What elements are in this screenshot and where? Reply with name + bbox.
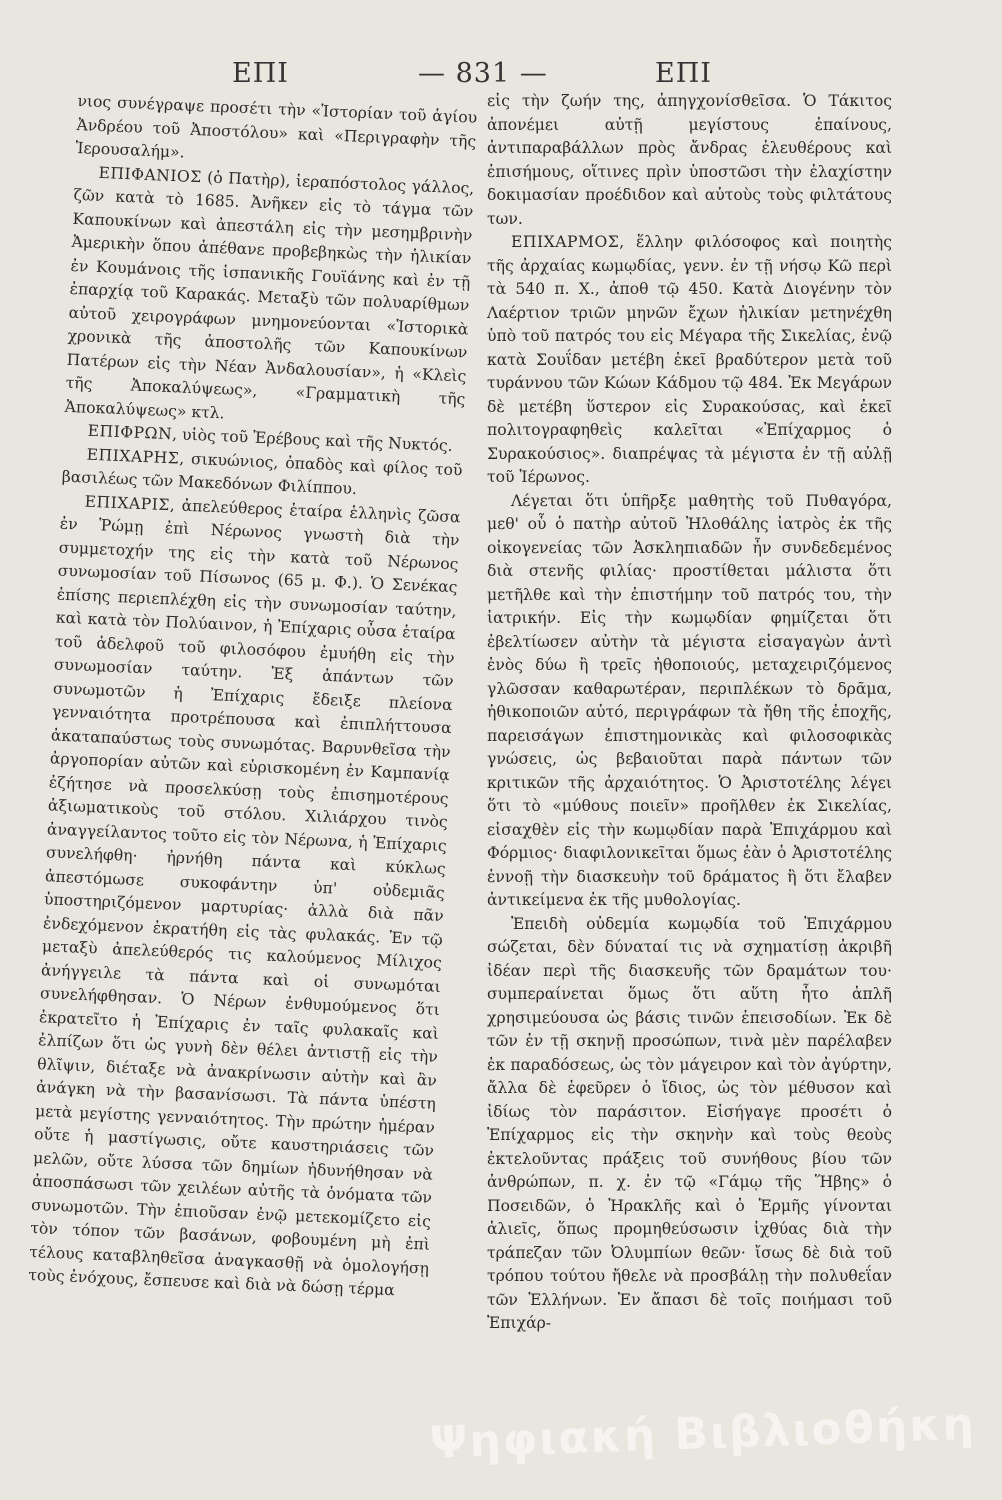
entry-headword: ΕΠΙΧΑΡΙΣ — [84, 492, 171, 514]
entry-text: , σικυώνιος, ὀπαδὸς καὶ φίλος τοῦ βασιλέως τῶν Μακεδόνων Φιλίππου. — [61, 449, 463, 499]
entry-text: , ἕλλην φιλόσοφος καὶ ποιητὴς τῆς ἀρχαίας κωμῳδίας, γενν. ἐν τῇ νήσῳ Κῶ περὶ τὰ 540 π. Χ., ἀποθ τῷ 450. Κατὰ Διογένην τὸν Λαέρτιον τριῶν μηνῶν ἔχων ἡλικίαν μετηνέχθη ὑπὸ τοῦ πατρός του εἰς Μέγαρα τῆς Σικελίας, ἐνῷ κατὰ Σουΐδαν μετέβη ἐκεῖ βραδύτερον μετὰ τοῦ τυράννου τῶν Κώων Κάδμου τῷ 484. Ἐκ Μεγάρων δὲ μετέβη ὕστερον εἰς Συρακούσας, καὶ ἐκεῖ πολιτογραφηθεὶς καλεῖται «Ἐπίχαρμος ὁ Συρακούσιος». διαπρέψας τὰ μέγιστα ἐν τῇ αὐλῇ τοῦ Ἱέρωνος. — [487, 233, 892, 486]
entry-paragraph — [487, 90, 892, 231]
entry-text: νιος συνέγραψε προσέτι τὴν «Ἱστορίαν τοῦ ἁγίου Ἀνδρέου τοῦ Ἀποστόλου» καὶ «Περιγραφὴν τῆς Ἱερουσαλήμ». — [75, 91, 478, 162]
entry-paragraph — [487, 913, 892, 1336]
library-watermark: Ψηφιακή Βιβλιοθήκη — [429, 1398, 977, 1469]
page-number: — 831 — — [418, 58, 548, 89]
entry-text: , υἱὸς τοῦ Ἐρέβους καὶ τῆς Νυκτός. — [171, 425, 454, 455]
right-column — [487, 90, 892, 1336]
entry-paragraph — [487, 490, 892, 913]
entry-text: Λέγεται ὅτι ὑπῆρξε μαθητὴς τοῦ Πυθαγόρα, μεθ' οὗ ὁ πατὴρ αὐτοῦ Ἡλοθάλης ἰατρὸς ἐκ τῆς οἰκογενείας τῶν Ἀσκληπιαδῶν ἦν συνδεδεμένος διὰ στενῆς φιλίας· προστίθεται μάλιστα ὅτι μετῆλθε καὶ τὴν ἐπιστήμην τοῦ πατρός του, τὴν ἰατρικήν. Εἰς τὴν κωμῳδίαν φημίζεται ὅτι ἐβελτίωσεν αὐτὴν τὰ μέγιστα εἰσαγαγὼν ἀντὶ ἑνὸς δύω ἢ τρεῖς ἠθοποιούς, μεταχειριζόμενος γλῶσσαν καθαρωτέραν, περιπλέκων τὸ δρᾶμα, ἠθικοποιῶν αὐτό, περιγράφων τὰ ἤθη τῆς ἐποχῆς, παρεισάγων ἐπιστημονικὰς καὶ φιλοσοφικὰς γνώσεις, ὡς βεβαιοῦται παρὰ πάντων τῶν κριτικῶν τῆς ἀρχαιότητος. Ὁ Ἀριστοτέλης λέγει ὅτι τὸ «μύθους ποιεῖν» προῆλθεν ἐκ Σικελίας, εἰσαχθὲν εἰς τὴν κωμῳδίαν παρὰ Ἐπιχάρμου καὶ Φόρμιος· διαφιλονικεῖται ὅμως ἐὰν ὁ Ἀριστοτέλης ἐννοῇ τὴν διασκευὴν τοῦ δράματος ἢ ὅτι ἔλαβεν ἀντικείμενα ἐκ τῆς μυθολογίας. — [487, 491, 892, 909]
entry-paragraph — [487, 231, 892, 490]
entry-headword: ΕΠΙΦΑΝΙΟΣ — [98, 163, 203, 186]
entry-text: (ὁ Πατὴρ), ἱεραπόστολος γάλλος, ζῶν κατὰ τὸ 1685. Ἀνῆκεν εἰς τὸ τάγμα τῶν Καπουκίνων καὶ ἀπεστάλη εἰς τὴν μεσημβρινὴν Ἀμερικὴν ὅπου ἀπέθανε προβεβηκὼς τὴν ἡλικίαν ἐν Κουμάνοις τῆς ἱσπανικῆς Γουϊάνης καὶ ἐν τῇ ἐπαρχίᾳ τοῦ Καρακάς. Μεταξὺ τῶν πολυαρίθμων αὐτοῦ χειρογράφων μνημονεύονται «Ἱστορικὰ χρονικὰ τῆς ἀποστολῆς τῶν Καπουκίνων Πατέρων εἰς τὴν Νέαν Ἀνδαλουσίαν», ἡ «Κλεὶς τῆς Ἀποκαλύψεως», «Γραμματικὴ τῆς Ἀποκαλύψεως» κτλ. — [64, 167, 475, 422]
left-column — [28, 90, 478, 1304]
entry-headword: ΕΠΙΧΑΡΗΣ — [86, 445, 180, 468]
entry-headword: ΕΠΙΦΡΩΝ — [87, 421, 173, 444]
entry-paragraph — [64, 160, 474, 435]
entry-text: εἰς τὴν ζωήν της, ἀπηγχονίσθεῖσα. Ὁ Τάκιτος ἀπονέμει αὐτῇ μεγίστους ἐπαίνους, ἀντιπαραβάλλων πρὸς ἄνδρας ἐλευθέρους καὶ ἐπισήμους, οἵτινες πρὶν ὑποστῶσι τὴν ἐλαχίστην δοκιμασίαν προέδιδον καὶ αὐτοὺς τοὺς φιλτάτους των. — [487, 92, 892, 228]
running-head-left: ΕΠΙ — [232, 58, 289, 89]
entry-text: , ἀπελεύθερος ἑταίρα ἑλληνὶς ζῶσα ἐν Ῥώμῃ ἐπὶ Νέρωνος γνωστὴ διὰ τὴν συμμετοχήν της εἰς τὴν κατὰ τοῦ Νέρωνος συνωμοσίαν τοῦ Πίσωνος (65 μ. Φ.). Ὁ Σενέκας ἐπίσης περιεπλέχθη εἰς τὴν συνωμοσίαν ταύτην, καὶ κατὰ τὸν Πολύαινον, ἡ Ἐπίχαρις οὖσα ἑταίρα τοῦ ἀδελφοῦ τοῦ φιλοσόφου ἐμυήθη εἰς τὴν συνωμοσίαν ταύτην. Ἐξ ἁπάντων τῶν συνωμοτῶν ἡ Ἐπίχαρις ἔδειξε πλείονα γενναιότητα προτρέπουσα καὶ ἐπιπλήττουσα ἀκαταπαύστως τοὺς συνωμότας. Βαρυνθεῖσα τὴν ἀργοπορίαν αὐτῶν καὶ εὑρισκομένη ἐν Καμπανίᾳ ἐζήτησε νὰ προσελκύσῃ τοὺς ἐπισημοτέρους ἀξιωματικοὺς τοῦ στόλου. Χιλιάρχου τινὸς ἀναγγείλαντος τοῦτο εἰς τὸν Νέρωνα, ἡ Ἐπίχαρις συνελήφθη· ἠρνήθη πάντα καὶ κύκλως ἀπεστόμωσε συκοφάντην ὑπ' οὐδεμιᾶς ὑποστηριζόμενον μαρτυρίας· ἀλλὰ διὰ πᾶν ἐνδεχόμενον ἐκρατήθη εἰς τὰς φυλακάς. Ἐν τῷ μεταξὺ ἀπελεύθερός τις καλούμενος Μίλιχος ἀνήγγειλε τὰ πάντα καὶ οἱ συνωμόται συνελήφθησαν. Ὁ Νέρων ἐνθυμούμενος ὅτι ἐκρατεῖτο ἡ Ἐπίχαρις ἐν ταῖς φυλακαῖς καὶ ἐλπίζων ὅτι ὡς γυνὴ δὲν θέλει ἀντιστῇ εἰς τὴν θλῖψιν, διέταξε νὰ ἀνακρίνωσιν αὐτὴν καὶ ἂν ἀνάγκη νὰ τὴν βασανίσωσι. Τὰ πάντα ὑπέστη μετὰ μεγίστης γενναιότητος. Τὴν πρώτην ἡμέραν οὔτε ἡ μαστίγωσις, οὔτε καυστηριάσεις τῶν μελῶν, οὔτε λύσσα τῶν δημίων ἠδυνήθησαν νὰ ἀποσπάσωσι τῶν χειλέων αὐτῆς τὰ ὀνόματα τῶν συνωμοτῶν. Τὴν ἐπιοῦσαν ἐνῷ μετεκομίζετο εἰς τὸν τόπον τῶν βασάνων, φοβουμένη μὴ ἐπὶ τέλους καταβληθεῖσα ἀναγκασθῇ νὰ ὁμολογήσῃ τοὺς ἐνόχους, ἔσπευσε καὶ διὰ νὰ δώσῃ τέρμα — [27, 495, 461, 1300]
running-head-right: ΕΠΙ — [655, 58, 712, 89]
entry-headword: ΕΠΙΧΑΡΜΟΣ — [511, 233, 620, 251]
entry-text: Ἐπειδὴ οὐδεμία κωμῳδία τοῦ Ἐπιχάρμου σώζεται, δὲν δύναταί τις νὰ σχηματίσῃ ἀκριβῆ ἰδέαν περὶ τῆς διασκευῆς τῶν δραμάτων του· συμπεραίνεται ὅμως ὅτι αὕτη ἦτο ἁπλῆ χρησιμεύουσα ὡς βάσις τινῶν ἐπεισοδίων. Ἐκ δὲ τῶν ἐν τῇ σκηνῇ προσώπων, τινὰ μὲν παρέλαβεν ἐκ παραδόσεως, ὡς τὸν μάγειρον καὶ τὸν ἀγύρτην, ἄλλα δὲ ἐφεῦρεν ὁ ἴδιος, ὡς τὸν μέθυσον καὶ ἰδίως τὸν παράσιτον. Εἰσήγαγε προσέτι ὁ Ἐπίχαρμος εἰς τὴν σκηνὴν καὶ τοὺς θεοὺς ἐκτελοῦντας πράξεις τοῦ συνήθους βίου τῶν ἀνθρώπων, π. χ. ἐν τῷ «Γάμῳ τῆς Ἥβης» ὁ Ποσειδῶν, ὁ Ἡρακλῆς καὶ ὁ Ἑρμῆς γίνονται ἁλιεῖς, ὅπως προμηθεύσωσιν ἰχθύας διὰ τὴν τράπεζαν τῶν Ὀλυμπίων θεῶν· ἴσως δὲ διὰ τοῦ τρόπου τούτου ἤθελε νὰ προσβάλῃ τὴν πολυθεΐαν τῶν Ἑλλήνων. Ἐν ἄπασι δὲ τοῖς ποιήμασι τοῦ Ἐπιχάρ- — [487, 914, 892, 1332]
entry-paragraph — [28, 489, 461, 1304]
